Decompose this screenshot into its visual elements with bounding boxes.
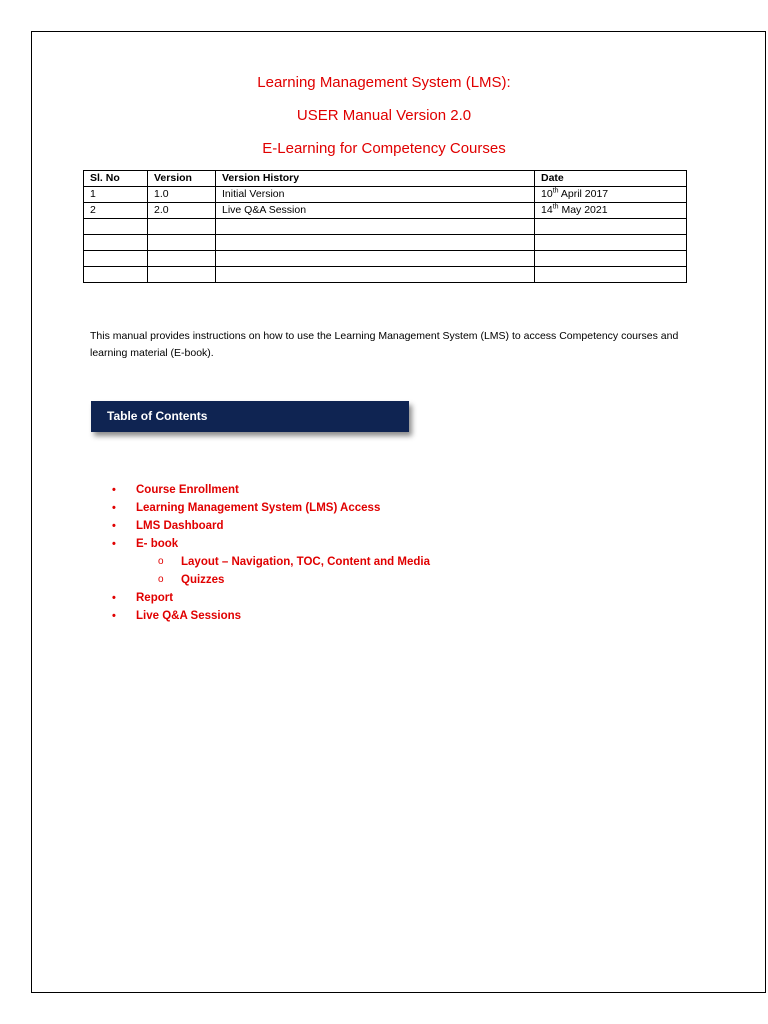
header-date: Date: [535, 171, 687, 187]
header-version-history: Version History: [216, 171, 535, 187]
date-month-year: May 2021: [558, 204, 608, 216]
date-suffix: th: [552, 203, 559, 211]
empty-cell: [148, 219, 216, 235]
bullet-icon: •: [112, 520, 116, 532]
empty-cell: [148, 235, 216, 251]
toc-item-label: E- book: [136, 538, 179, 550]
sub-bullet-icon: o: [158, 556, 164, 567]
toc-subitem-layout[interactable]: [108, 553, 430, 571]
header-sl-no: Sl. No: [84, 171, 148, 187]
empty-cell: [216, 251, 535, 267]
bullet-icon: •: [112, 610, 116, 622]
empty-cell: [216, 235, 535, 251]
cell-version: 2.0: [148, 203, 216, 219]
document-subtitle-courses: E-Learning for Competency Courses: [262, 140, 506, 157]
table-row: [84, 203, 687, 219]
empty-cell: [535, 267, 687, 283]
date-day: 10: [541, 188, 553, 200]
empty-cell: [216, 267, 535, 283]
empty-table-row: [84, 219, 687, 235]
empty-cell: [535, 235, 687, 251]
toc-item-lms-access[interactable]: [108, 499, 430, 517]
toc-item-label: Live Q&A Sessions: [136, 610, 242, 622]
empty-cell: [535, 251, 687, 267]
empty-cell: [148, 251, 216, 267]
toc-heading-box: [91, 401, 409, 432]
toc-item-e-book[interactable]: [108, 535, 430, 553]
intro-paragraph: This manual provides instructions on how to use the Learning Management System (LMS) to access Competency courses and learning material (E-book).: [90, 330, 679, 359]
cell-date: [535, 203, 687, 219]
bullet-icon: •: [112, 502, 116, 514]
cell-version-history: Initial Version: [216, 187, 535, 203]
cell-version: 1.0: [148, 187, 216, 203]
toc-item-live-qa-sessions[interactable]: [108, 607, 430, 625]
document-subtitle-version: USER Manual Version 2.0: [296, 107, 472, 124]
cell-version-history: Live Q&A Session: [216, 203, 535, 219]
toc-item-label: Layout – Navigation, TOC, Content and Media: [181, 556, 430, 568]
date-month-year: April 2017: [558, 188, 609, 200]
sub-bullet-icon: o: [158, 574, 164, 585]
toc-item-label: Quizzes: [181, 574, 225, 586]
date-suffix: th: [552, 187, 559, 195]
document-title: Learning Management System (LMS):: [257, 74, 511, 91]
empty-cell: [84, 251, 148, 267]
toc-item-label: Report: [136, 592, 174, 604]
toc-item-label: LMS Dashboard: [136, 520, 224, 532]
date-day: 14: [541, 204, 553, 216]
toc-item-report[interactable]: [108, 589, 430, 607]
empty-table-row: [84, 251, 687, 267]
table-header-row: [84, 171, 687, 187]
empty-cell: [148, 267, 216, 283]
cell-sl-no: 2: [84, 203, 148, 219]
empty-cell: [535, 219, 687, 235]
bullet-icon: •: [112, 592, 116, 604]
empty-cell: [84, 267, 148, 283]
empty-table-row: [84, 235, 687, 251]
cell-date: [535, 187, 687, 203]
toc-heading: Table of Contents: [107, 409, 208, 423]
empty-cell: [84, 235, 148, 251]
empty-table-row: [84, 267, 687, 283]
toc-item-lms-dashboard[interactable]: [108, 517, 430, 535]
version-history-table: [83, 170, 687, 283]
toc-item-course-enrollment[interactable]: [108, 481, 430, 499]
empty-cell: [84, 219, 148, 235]
toc-subitem-quizzes[interactable]: [108, 571, 430, 589]
bullet-icon: •: [112, 484, 116, 496]
empty-cell: [216, 219, 535, 235]
toc-item-label: Learning Management System (LMS) Access: [136, 502, 381, 514]
table-row: [84, 187, 687, 203]
cell-sl-no: 1: [84, 187, 148, 203]
header-version: Version: [148, 171, 216, 187]
toc-item-label: Course Enrollment: [136, 484, 239, 496]
bullet-icon: •: [112, 538, 116, 550]
toc-list: [108, 481, 430, 625]
